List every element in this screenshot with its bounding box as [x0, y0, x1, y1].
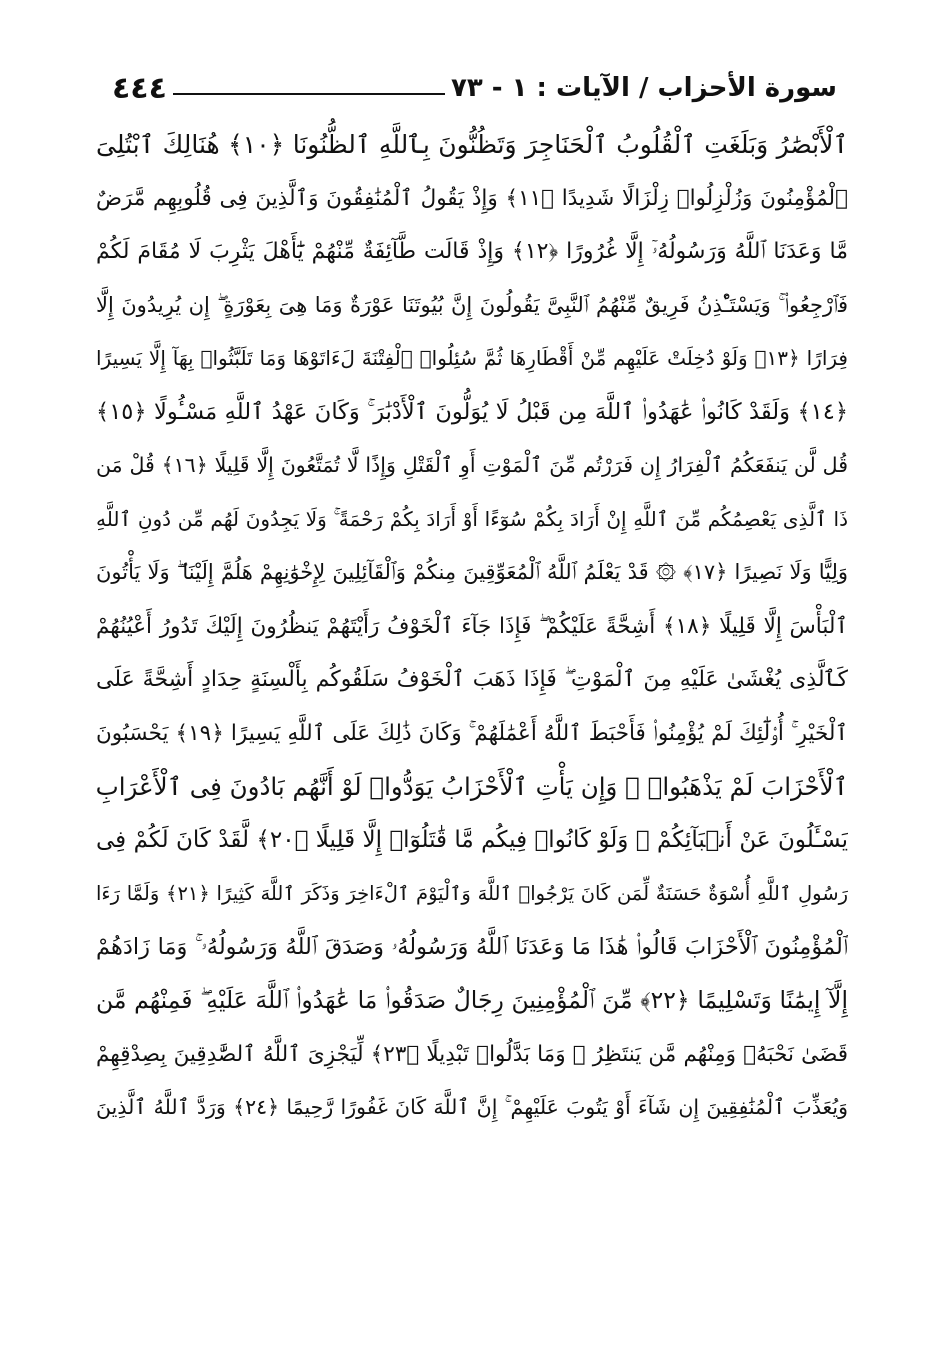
page-header — [100, 66, 845, 110]
text-line-10: ٱلْبَأْسَ إِلَّا قَلِيلًا ﴿١٨﴾ أَشِحَّةً عَلَيْكُمْ ۖ فَإِذَا جَآءَ ٱلْخَوْفُ رَأَيْتَهُمْ يَنظُرُونَ إِلَيْكَ تَدُورُ أَعْيُنُهُمْ — [96, 613, 848, 639]
text-line-11: كَٱلَّذِى يُغْشَىٰ عَلَيْهِ مِنَ ٱلْمَوْتِ ۖ فَإِذَا ذَهَبَ ٱلْخَوْفُ سَلَقُوكُم بِأَلْسِنَةٍ حِدَادٍ أَشِحَّةً عَلَى — [96, 667, 848, 692]
surah-title: سورة الأحزاب / الآيات : ١ - ٧٣ — [450, 73, 837, 103]
text-line-5: فِرَارًا ﴿١٣﴾ وَلَوْ دُخِلَتْ عَلَيْهِم مِّنْ أَقْطَارِهَا ثُمَّ سُئِلُوا۟ ٱلْفِتْنَةَ لَءَاتَوْهَا وَمَا تَلَبَّثُوا۟ بِهَآ إِلَّا يَسِيرًا — [96, 346, 848, 370]
text-line-15: رَسُولِ ٱللَّهِ أُسْوَةٌ حَسَنَةٌ لِّمَن كَانَ يَرْجُوا۟ ٱللَّهَ وَٱلْيَوْمَ ٱلْءَاخِرَ وَذَكَرَ ٱللَّهَ كَثِيرًا ﴿٢١﴾ وَلَمَّا رَءَا — [96, 882, 848, 905]
text-line-3: مَّا وَعَدَنَا ٱللَّهُ وَرَسُولُهُۥٓ إِلَّا غُرُورًا ﴿١٢﴾ وَإِذْ قَالَت طَّآئِفَةٌ مِّنْهُمْ يَٰٓأَهْلَ يَثْرِبَ لَا مُقَامَ لَكُمْ — [96, 239, 848, 264]
text-line-19: وَيُعَذِّبَ ٱلْمُنَٰفِقِينَ إِن شَآءَ أَوْ يَتُوبَ عَلَيْهِمْ ۚ إِنَّ ٱللَّهَ كَانَ غَفُورًا رَّحِيمًا ﴿٢٤﴾ وَرَدَّ ٱللَّهُ ٱلَّذِينَ — [96, 1095, 848, 1119]
verses-text — [96, 118, 848, 1135]
text-line-8: ذَا ٱلَّذِى يَعْصِمُكُم مِّنَ ٱللَّهِ إِنْ أَرَادَ بِكُمْ سُوٓءًا أَوْ أَرَادَ بِكُمْ رَحْمَةً ۚ وَلَا يَجِدُونَ لَهُم مِّن دُونِ ٱللَّهِ — [96, 506, 848, 531]
text-line-18: قَضَىٰ نَحْبَهُۥ وَمِنْهُم مَّن يَنتَظِرُ ۖ وَمَا بَدَّلُوا۟ تَبْدِيلًا ﴿٢٣﴾ لِّيَجْزِىَ ٱللَّهُ ٱلصَّٰدِقِينَ بِصِدْقِهِمْ — [96, 1041, 848, 1067]
text-line-17: إِلَّآ إِيمَٰنًا وَتَسْلِيمًا ﴿٢٢﴾ مِّنَ ٱلْمُؤْمِنِينَ رِجَالٌ صَدَقُوا۟ مَا عَٰهَدُوا۟ ٱللَّهَ عَلَيْهِ ۖ فَمِنْهُم مَّن — [96, 986, 848, 1014]
header-rule — [173, 93, 445, 95]
text-line-16: ٱلْمُؤْمِنُونَ ٱلْأَحْزَابَ قَالُوا۟ هَٰذَا مَا وَعَدَنَا ٱللَّهُ وَرَسُولُهُۥ وَصَدَقَ ٱللَّهُ وَرَسُولُهُۥ ۚ وَمَا زَادَهُمْ — [96, 933, 848, 960]
text-line-4: فَٱرْجِعُوا۟ ۚ وَيَسْتَـْٔذِنُ فَرِيقٌ مِّنْهُمُ ٱلنَّبِىَّ يَقُولُونَ إِنَّ بُيُوتَنَا عَوْرَةٌ وَمَا هِىَ بِعَوْرَةٍ ۖ إِن يُرِيدُونَ إِلَّا — [96, 292, 848, 317]
text-line-14: يَسْـَٔلُونَ عَنْ أَنۢبَآئِكُمْ ۖ وَلَوْ كَانُوا۟ فِيكُم مَّا قَٰتَلُوٓا۟ إِلَّا قَلِيلًا ﴿٢٠﴾ لَّقَدْ كَانَ لَكُمْ فِى — [96, 826, 848, 853]
page-number: ٤٤٤ — [112, 70, 167, 106]
text-line-12: ٱلْخَيْرِ ۚ أُو۟لَٰٓئِكَ لَمْ يُؤْمِنُوا۟ فَأَحْبَطَ ٱللَّهُ أَعْمَٰلَهُمْ ۚ وَكَانَ ذَٰلِكَ عَلَى ٱللَّهِ يَسِيرًا ﴿١٩﴾ يَحْسَبُونَ — [96, 720, 848, 746]
text-line-9: وَلِيًّا وَلَا نَصِيرًا ﴿١٧﴾ ۞ قَدْ يَعْلَمُ ٱللَّهُ ٱلْمُعَوِّقِينَ مِنكُمْ وَٱلْقَآئِلِينَ لِإِخْوَٰنِهِمْ هَلُمَّ إِلَيْنَا ۖ وَلَا يَأْتُونَ — [96, 560, 848, 584]
text-line-7: قُل لَّن يَنفَعَكُمُ ٱلْفِرَارُ إِن فَرَرْتُم مِّنَ ٱلْمَوْتِ أَوِ ٱلْقَتْلِ وَإِذًا لَّا تُمَتَّعُونَ إِلَّا قَلِيلًا ﴿١٦﴾ قُلْ مَن — [96, 453, 848, 477]
text-line-13: ٱلْأَحْزَابَ لَمْ يَذْهَبُوا۟ ۖ وَإِن يَأْتِ ٱلْأَحْزَابُ يَوَدُّوا۟ لَوْ أَنَّهُم بَادُونَ فِى ٱلْأَعْرَابِ — [96, 772, 848, 801]
text-line-1: ٱلْأَبْصَٰرُ وَبَلَغَتِ ٱلْقُلُوبُ ٱلْحَنَاجِرَ وَتَظُنُّونَ بِٱللَّهِ ٱلظُّنُونَا ﴿١٠﴾ هُنَالِكَ ٱبْتُلِىَ — [96, 130, 848, 159]
text-line-6: ﴿١٤﴾ وَلَقَدْ كَانُوا۟ عَٰهَدُوا۟ ٱللَّهَ مِن قَبْلُ لَا يُوَلُّونَ ٱلْأَدْبَٰرَ ۚ وَكَانَ عَهْدُ ٱللَّهِ مَسْـُٔولًا ﴿١٥﴾ — [96, 398, 848, 425]
text-line-2: ٱلْمُؤْمِنُونَ وَزُلْزِلُوا۟ زِلْزَالًا شَدِيدًا ﴿١١﴾ وَإِذْ يَقُولُ ٱلْمُنَٰفِقُونَ وَٱلَّذِينَ فِى قُلُوبِهِم مَّرَضٌ — [96, 185, 848, 211]
